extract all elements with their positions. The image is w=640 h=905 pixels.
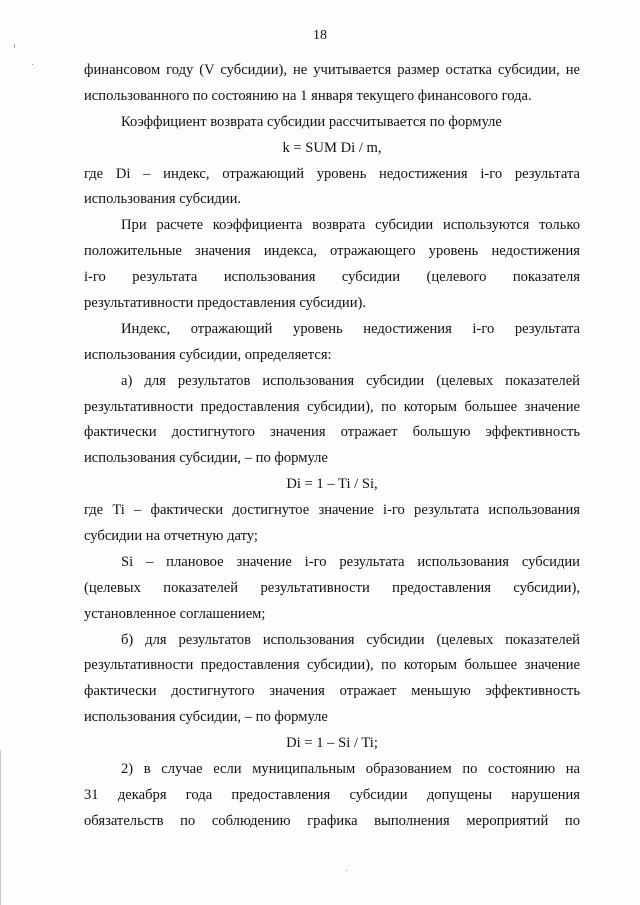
text-line: использования субсидии. <box>84 191 242 208</box>
text-line: Si – плановое значение i-го результата использования субсидии <box>121 553 580 570</box>
text-line: использованного по состоянию на 1 января текущего финансового года. <box>84 87 532 104</box>
text-line: обязательств по соблюдению графика выполнения мероприятий по <box>84 812 580 829</box>
text-line: 2) в случае если муниципальным образованием по состоянию на <box>121 761 580 778</box>
text-line: результативности предоставления субсидии), по которым большее значение <box>84 398 580 415</box>
formula-k: k = SUM Di / m, <box>282 139 382 156</box>
text-line: где Ti – фактически достигнутое значение i-го результата использования <box>84 502 580 519</box>
text-line: i-го результата использования субсидии (целевого показателя <box>84 269 580 286</box>
formula-di-a: Di = 1 – Ti / Si, <box>286 476 378 493</box>
scan-edge-line <box>0 750 1 905</box>
document-body <box>84 58 580 835</box>
text-line: субсидии на отчетную дату; <box>84 528 258 545</box>
formula-di-b: Di = 1 – Si / Ti; <box>286 735 378 752</box>
text-line: фактически достигнутого значения отражает меньшую эффективность <box>84 683 580 700</box>
scan-speck <box>32 64 33 65</box>
text-line: результативности предоставления субсидии), по которым большее значение <box>84 657 580 674</box>
text-line: Индекс, отражающий уровень недостижения i-го результата <box>121 320 580 337</box>
text-line: (целевых показателей результативности предоставления субсидии), <box>84 579 580 596</box>
text-line: положительные значения индекса, отражающего уровень недостижения <box>84 243 580 260</box>
text-line: установленное соглашением; <box>84 605 266 622</box>
text-line: использования субсидии, – по формуле <box>84 709 328 726</box>
text-line: использования субсидии, – по формуле <box>84 450 328 467</box>
text-line: 31 декабря года предоставления субсидии допущены нарушения <box>84 786 580 803</box>
scan-speck <box>346 870 347 871</box>
text-line: а) для результатов использования субсидии (целевых показателей <box>121 372 580 389</box>
text-line: результативности предоставления субсидии). <box>84 295 367 312</box>
text-line: использования субсидии, определяется: <box>84 346 332 363</box>
text-line: фактически достигнутого значения отражает большую эффективность <box>84 424 580 441</box>
page-number: 18 <box>313 28 327 43</box>
text-line: финансовом году (V субсидии), не учитывается размер остатка субсидии, не <box>84 62 580 78</box>
text-line: Коэффициент возврата субсидии рассчитывается по формуле <box>121 113 502 130</box>
scan-speck <box>14 44 15 48</box>
text-line: При расчете коэффициента возврата субсидии используются только <box>121 217 580 234</box>
text-line: б) для результатов использования субсидии (целевых показателей <box>121 631 580 648</box>
text-line: где Di – индекс, отражающий уровень недостижения i-го результата <box>84 165 580 182</box>
